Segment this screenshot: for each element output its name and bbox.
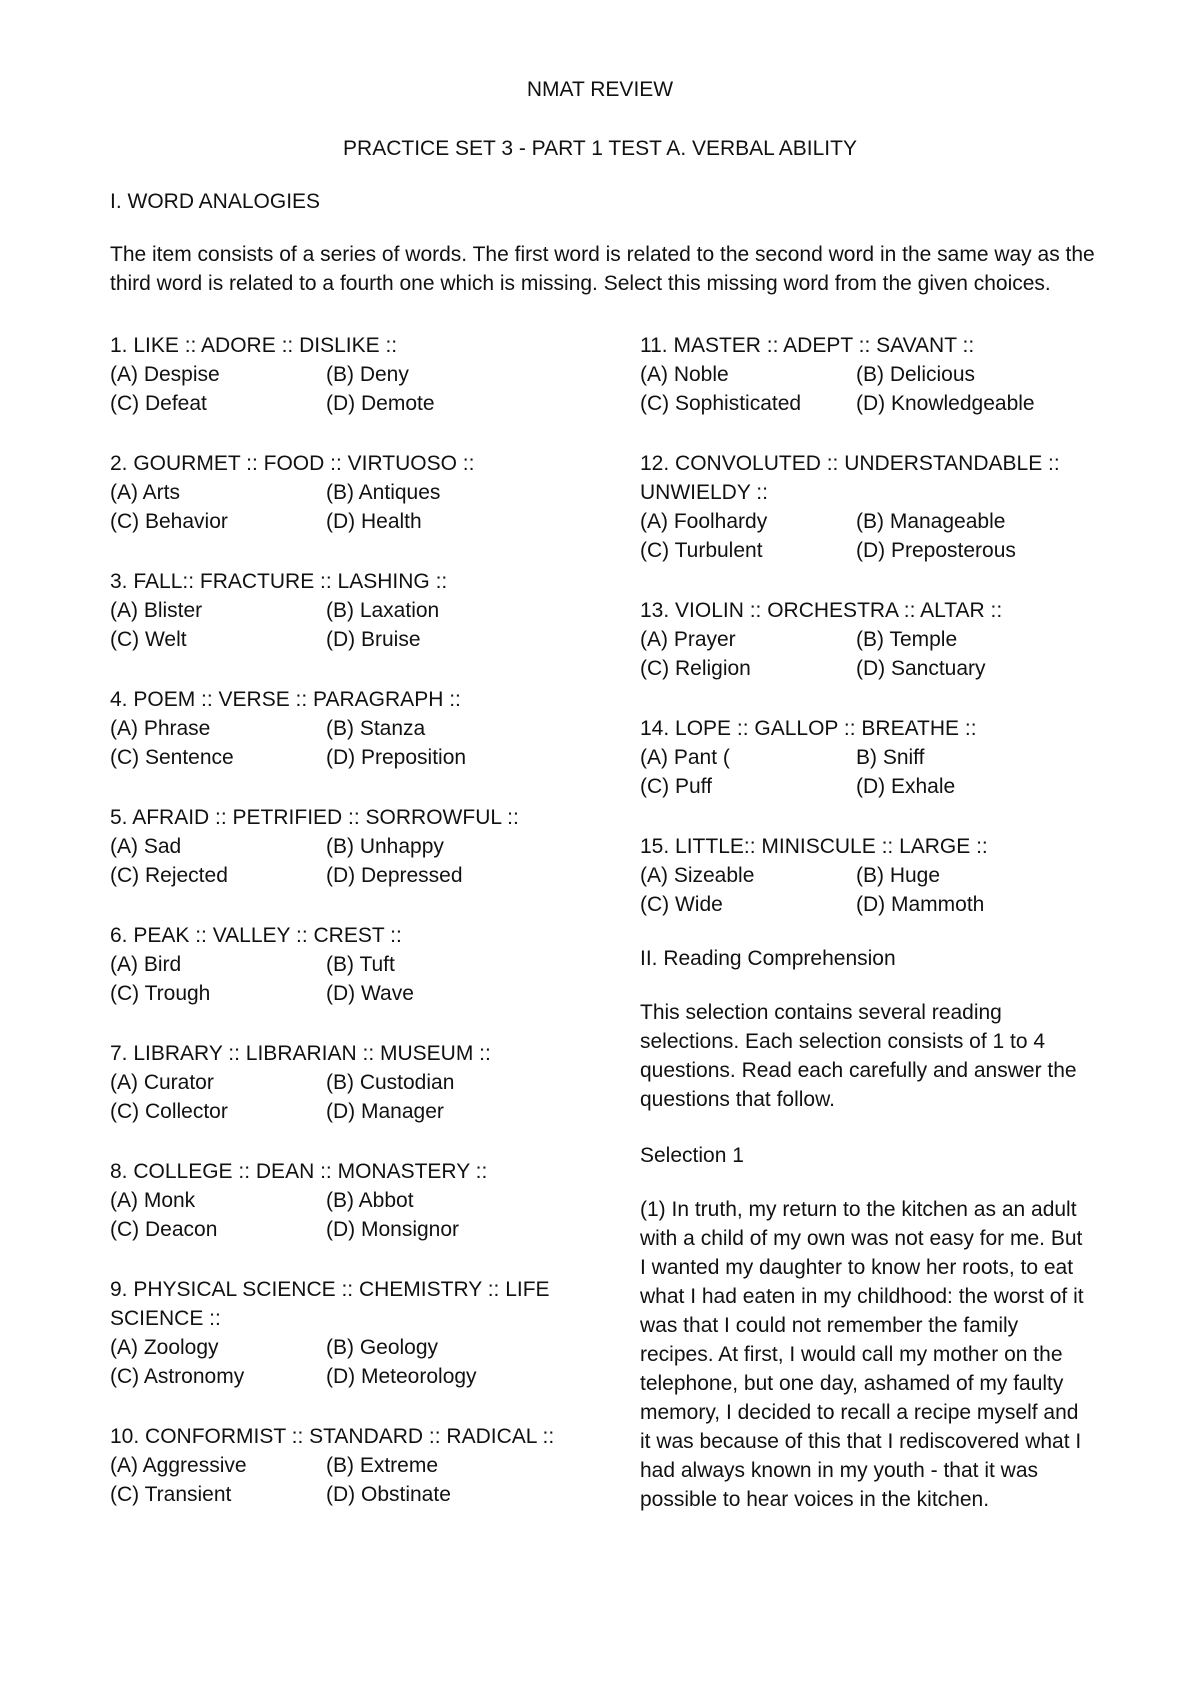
question-stem: 7. LIBRARY :: LIBRARIAN :: MUSEUM :: (110, 1042, 491, 1065)
option-d[interactable]: (D) Obstinate (326, 1483, 451, 1506)
option-a[interactable]: (A) Phrase (110, 717, 211, 740)
option-a[interactable]: (A) Foolhardy (640, 510, 768, 533)
question-8 (110, 1157, 630, 1244)
question-stem: 3. FALL:: FRACTURE :: LASHING :: (110, 570, 448, 593)
question-11 (640, 331, 1120, 418)
option-d[interactable]: (D) Health (326, 510, 422, 533)
question-stem: 14. LOPE :: GALLOP :: BREATHE :: (640, 717, 977, 740)
question-13 (640, 596, 1120, 683)
analogies-instructions: The item consists of a series of words. The first word is related to the second word in the same way as the third word is related to a fourth one which is missing. Select this missing word from the given choices. (110, 243, 1095, 295)
question-12 (640, 449, 1120, 565)
option-b[interactable]: (B) Extreme (326, 1454, 439, 1477)
option-b[interactable]: (B) Tuft (326, 953, 395, 976)
option-a[interactable]: (A) Zoology (110, 1336, 219, 1359)
option-a[interactable]: (A) Pant ( (640, 746, 730, 769)
option-c[interactable]: (C) Sentence (110, 746, 234, 769)
reading-instructions: This selection contains several reading selections. Each selection consists of 1 to 4 questions. Read each carefully and answer the questions that follow. (640, 1001, 1077, 1111)
option-b[interactable]: (B) Antiques (326, 481, 441, 504)
question-10 (110, 1422, 590, 1509)
question-2 (110, 449, 630, 536)
option-c[interactable]: (C) Turbulent (640, 539, 763, 562)
question-stem: 11. MASTER :: ADEPT :: SAVANT :: (640, 334, 975, 357)
option-a[interactable]: (A) Blister (110, 599, 203, 622)
question-15 (640, 832, 1120, 919)
reading-passage: (1) In truth, my return to the kitchen as an adult with a child of my own was not easy for me. But I wanted my daughter to know her roots, to eat what I had eaten in my childhood: the worst of it was that I could not remember the family recipes. At first, I would call my mother on the telephone, but one day, ashamed of my faulty memory, I decided to recall a recipe myself and it was because of this that I rediscovered what I had always known in my youth - that it was possible to hear voices in the kitchen. (640, 1198, 1084, 1511)
option-a[interactable]: (A) Aggressive (110, 1454, 247, 1477)
option-d[interactable]: (D) Preposterous (856, 539, 1016, 562)
option-b[interactable]: B) Sniff (856, 746, 925, 769)
option-a[interactable]: (A) Bird (110, 953, 182, 976)
option-d[interactable]: (D) Exhale (856, 775, 956, 798)
question-9 (110, 1275, 580, 1391)
option-c[interactable]: (C) Welt (110, 628, 187, 651)
option-a[interactable]: (A) Monk (110, 1189, 196, 1212)
option-c[interactable]: (C) Behavior (110, 510, 228, 533)
option-d[interactable]: (D) Demote (326, 392, 435, 415)
option-b[interactable]: (B) Abbot (326, 1189, 414, 1212)
option-b[interactable]: (B) Laxation (326, 599, 440, 622)
option-d[interactable]: (D) Depressed (326, 864, 463, 887)
option-d[interactable]: (D) Wave (326, 982, 414, 1005)
question-stem: 9. PHYSICAL SCIENCE :: CHEMISTRY :: LIFE SCIENCE :: (110, 1278, 550, 1330)
question-4 (110, 685, 630, 772)
option-b[interactable]: (B) Huge (856, 864, 941, 887)
question-stem: 12. CONVOLUTED :: UNDERSTANDABLE :: UNWIELDY :: (640, 452, 1060, 504)
option-a[interactable]: (A) Sizeable (640, 864, 755, 887)
option-c[interactable]: (C) Religion (640, 657, 751, 680)
option-b[interactable]: (B) Delicious (856, 363, 976, 386)
option-b[interactable]: (B) Manageable (856, 510, 1006, 533)
option-c[interactable]: (C) Transient (110, 1483, 232, 1506)
option-a[interactable]: (A) Arts (110, 481, 181, 504)
option-c[interactable]: (C) Trough (110, 982, 211, 1005)
option-d[interactable]: (D) Monsignor (326, 1218, 460, 1241)
question-stem: 2. GOURMET :: FOOD :: VIRTUOSO :: (110, 452, 475, 475)
option-a[interactable]: (A) Sad (110, 835, 182, 858)
question-5 (110, 803, 630, 890)
selection-label: Selection 1 (640, 1144, 744, 1167)
option-c[interactable]: (C) Puff (640, 775, 712, 798)
option-c[interactable]: (C) Astronomy (110, 1365, 245, 1388)
page-title: NMAT REVIEW (526, 78, 674, 101)
option-d[interactable]: (D) Manager (326, 1100, 444, 1123)
question-14 (640, 714, 1120, 801)
option-c[interactable]: (C) Defeat (110, 392, 207, 415)
option-b[interactable]: (B) Unhappy (326, 835, 444, 858)
question-6 (110, 921, 630, 1008)
question-3 (110, 567, 630, 654)
question-stem: 13. VIOLIN :: ORCHESTRA :: ALTAR :: (640, 599, 1003, 622)
option-c[interactable]: (C) Wide (640, 893, 723, 916)
option-c[interactable]: (C) Deacon (110, 1218, 218, 1241)
section-heading-reading: II. Reading Comprehension (640, 947, 896, 970)
option-d[interactable]: (D) Knowledgeable (856, 392, 1035, 415)
question-stem: 15. LITTLE:: MINISCULE :: LARGE :: (640, 835, 988, 858)
option-b[interactable]: (B) Deny (326, 363, 409, 386)
question-stem: 8. COLLEGE :: DEAN :: MONASTERY :: (110, 1160, 488, 1183)
option-d[interactable]: (D) Preposition (326, 746, 467, 769)
question-stem: 6. PEAK :: VALLEY :: CREST :: (110, 924, 402, 947)
question-stem: 5. AFRAID :: PETRIFIED :: SORROWFUL :: (110, 806, 519, 829)
option-d[interactable]: (D) Bruise (326, 628, 421, 651)
option-b[interactable]: (B) Custodian (326, 1071, 455, 1094)
option-b[interactable]: (B) Stanza (326, 717, 426, 740)
option-c[interactable]: (C) Collector (110, 1100, 228, 1123)
question-stem: 10. CONFORMIST :: STANDARD :: RADICAL :: (110, 1425, 555, 1448)
option-d[interactable]: (D) Mammoth (856, 893, 985, 916)
option-b[interactable]: (B) Geology (326, 1336, 439, 1359)
option-c[interactable]: (C) Rejected (110, 864, 228, 887)
option-b[interactable]: (B) Temple (856, 628, 958, 651)
option-a[interactable]: (A) Despise (110, 363, 220, 386)
question-1 (110, 331, 630, 418)
option-a[interactable]: (A) Curator (110, 1071, 214, 1094)
option-a[interactable]: (A) Noble (640, 363, 729, 386)
question-7 (110, 1039, 630, 1126)
option-c[interactable]: (C) Sophisticated (640, 392, 802, 415)
question-stem: 4. POEM :: VERSE :: PARAGRAPH :: (110, 688, 461, 711)
question-stem: 1. LIKE :: ADORE :: DISLIKE :: (110, 334, 398, 357)
option-d[interactable]: (D) Sanctuary (856, 657, 986, 680)
page-subtitle: PRACTICE SET 3 - PART 1 TEST A. VERBAL ABILITY (343, 137, 857, 160)
option-a[interactable]: (A) Prayer (640, 628, 736, 651)
option-d[interactable]: (D) Meteorology (326, 1365, 477, 1388)
section-heading-analogies: I. WORD ANALOGIES (110, 190, 321, 213)
